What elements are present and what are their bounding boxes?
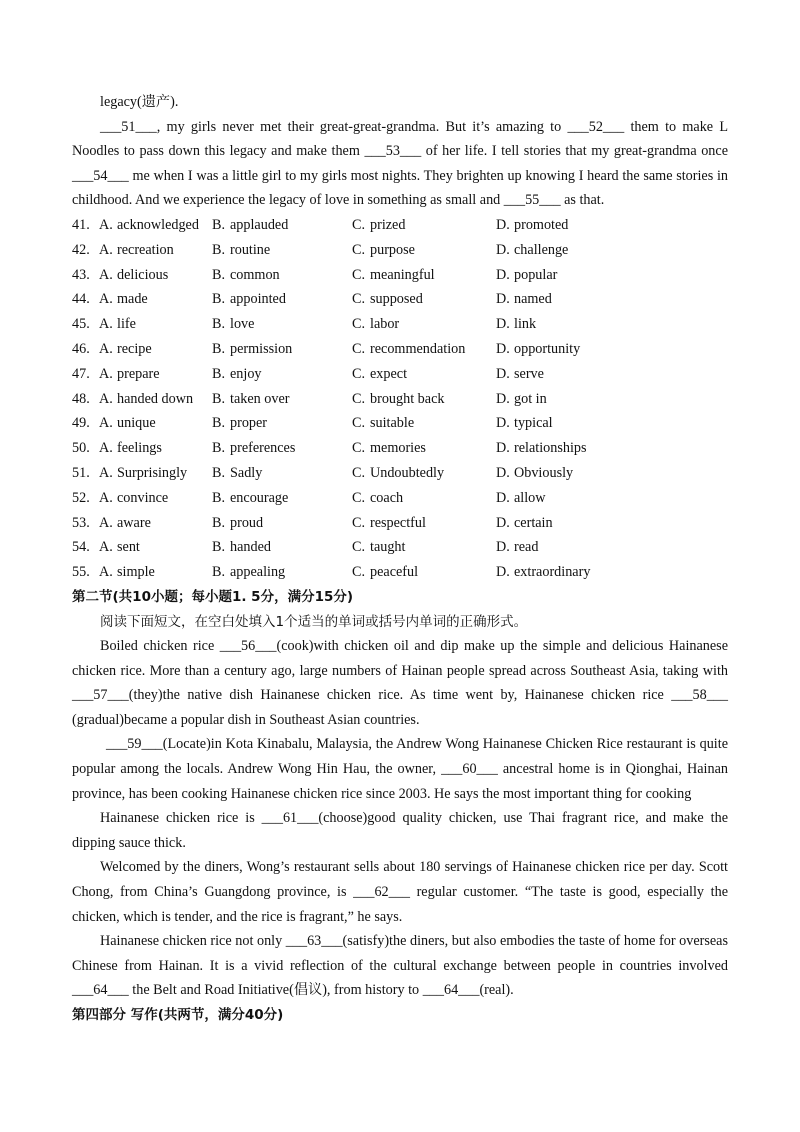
option-b <box>212 535 352 560</box>
option-letter: D. <box>496 564 510 581</box>
question-number: 47. <box>72 365 90 382</box>
option-letter: D. <box>496 217 510 234</box>
option-text: extraordinary <box>514 564 591 581</box>
option-text: supposed <box>370 291 423 308</box>
question-number: 53. <box>72 514 90 531</box>
option-text: unique <box>117 415 156 432</box>
option-row <box>72 312 728 337</box>
option-text: recreation <box>117 241 174 258</box>
question-number: 46. <box>72 341 90 358</box>
option-b <box>212 511 352 536</box>
option-text: challenge <box>514 241 569 258</box>
option-text: delicious <box>117 266 169 283</box>
option-row <box>72 511 728 536</box>
option-letter: D. <box>496 341 510 358</box>
option-letter: A. <box>99 415 113 432</box>
option-text: Obviously <box>514 465 574 482</box>
option-letter: A. <box>99 341 113 358</box>
option-text: serve <box>514 365 544 382</box>
option-letter: B. <box>212 440 226 457</box>
option-text: routine <box>230 241 271 258</box>
option-c <box>352 461 496 486</box>
option-letter: B. <box>212 365 226 382</box>
option-text: relationships <box>514 440 587 457</box>
option-c <box>352 337 496 362</box>
option-row <box>72 263 728 288</box>
question-number: 52. <box>72 489 90 506</box>
section2-paragraph-4: Welcomed by the diners, Wong’s restaurant sells about 180 servings of Hainanese chicken rice per day. Scott Chong, from China’s Guangdong province, is ___62___ regular customer. “The taste is good, especially the chicken, which is tender, and the rice is fragrant,” he says. <box>72 859 728 925</box>
question-number: 42. <box>72 241 90 258</box>
option-c <box>352 560 496 585</box>
option-b <box>212 436 352 461</box>
option-text: recipe <box>117 341 152 358</box>
option-row <box>72 213 728 238</box>
question-number: 55. <box>72 564 90 581</box>
option-row <box>72 362 728 387</box>
option-letter: A. <box>99 489 113 506</box>
option-text: certain <box>514 514 553 531</box>
option-text: enjoy <box>230 365 262 382</box>
option-text: respectful <box>370 514 426 531</box>
option-letter: C. <box>352 390 366 407</box>
option-b <box>212 263 352 288</box>
option-text: proper <box>230 415 268 432</box>
option-letter: C. <box>352 316 366 333</box>
option-text: got in <box>514 390 547 407</box>
option-a <box>72 535 212 560</box>
option-letter: A. <box>99 365 113 382</box>
option-letter: A. <box>99 241 113 258</box>
option-a <box>72 486 212 511</box>
option-row <box>72 436 728 461</box>
option-text: encourage <box>230 489 289 506</box>
section4-heading: 第四部分 写作(共两节，满分40分) <box>72 1007 284 1024</box>
option-text: love <box>230 316 255 333</box>
option-d <box>496 436 728 461</box>
option-c <box>352 238 496 263</box>
option-text: taught <box>370 539 406 556</box>
option-d <box>496 387 728 412</box>
section2-heading: 第二节(共10小题；每小题1. 5分，满分15分) <box>72 588 354 605</box>
option-letter: A. <box>99 564 113 581</box>
option-letter: C. <box>352 365 366 382</box>
option-d <box>496 461 728 486</box>
option-row <box>72 560 728 585</box>
option-b <box>212 362 352 387</box>
option-c <box>352 436 496 461</box>
question-number: 48. <box>72 390 90 407</box>
option-text: read <box>514 539 539 556</box>
option-letter: D. <box>496 390 510 407</box>
question-number: 41. <box>72 217 90 234</box>
option-text: convince <box>117 489 169 506</box>
option-d <box>496 560 728 585</box>
option-d <box>496 213 728 238</box>
option-text: coach <box>370 489 404 506</box>
option-a <box>72 337 212 362</box>
option-letter: A. <box>99 514 113 531</box>
option-text: purpose <box>370 241 415 258</box>
option-a <box>72 436 212 461</box>
option-letter: C. <box>352 291 366 308</box>
option-a <box>72 213 212 238</box>
section2-instruction: 阅读下面短文，在空白处填入1个适当的单词或括号内单词的正确形式。 <box>100 613 528 630</box>
option-letter: C. <box>352 465 366 482</box>
option-b <box>212 238 352 263</box>
option-c <box>352 263 496 288</box>
question-number: 49. <box>72 415 90 432</box>
option-letter: B. <box>212 564 226 581</box>
option-text: expect <box>370 365 408 382</box>
option-c <box>352 535 496 560</box>
option-text: labor <box>370 316 400 333</box>
option-d <box>496 362 728 387</box>
option-letter: C. <box>352 341 366 358</box>
passage-legacy-line: legacy(遗产). <box>100 94 179 110</box>
option-c <box>352 213 496 238</box>
option-text: permission <box>230 341 293 358</box>
option-letter: C. <box>352 514 366 531</box>
option-letter: B. <box>212 266 226 283</box>
option-text: opportunity <box>514 341 581 358</box>
option-letter: C. <box>352 489 366 506</box>
option-d <box>496 411 728 436</box>
option-d <box>496 263 728 288</box>
option-text: prepare <box>117 365 160 382</box>
option-a <box>72 560 212 585</box>
option-b <box>212 461 352 486</box>
section2-paragraph-2: ___59___(Locate)in Kota Kinabalu, Malaysia, the Andrew Wong Hainanese Chicken Rice restaurant is quite popular among the locals. Andrew Wong Hin Hau, the owner, ___60___ ancestral home is in Qionghai, Hainan province, has been cooking Hainanese chicken rice since 2003. He says the most important thing for cooking <box>72 736 728 802</box>
option-letter: C. <box>352 217 366 234</box>
option-a <box>72 362 212 387</box>
option-a <box>72 238 212 263</box>
option-c <box>352 312 496 337</box>
option-letter: C. <box>352 241 366 258</box>
option-d <box>496 535 728 560</box>
option-c <box>352 511 496 536</box>
option-text: made <box>117 291 148 308</box>
option-letter: A. <box>99 390 113 407</box>
option-letter: A. <box>99 291 113 308</box>
option-c <box>352 362 496 387</box>
option-b <box>212 560 352 585</box>
section2-paragraph-3: Hainanese chicken rice is ___61___(choose)good quality chicken, use Thai fragrant rice, and make the dipping sauce thick. <box>72 810 728 851</box>
option-text: acknowledged <box>117 217 199 234</box>
option-a <box>72 312 212 337</box>
option-row <box>72 486 728 511</box>
option-b <box>212 312 352 337</box>
option-row <box>72 411 728 436</box>
option-text: handed <box>230 539 271 556</box>
option-letter: A. <box>99 217 113 234</box>
option-letter: B. <box>212 316 226 333</box>
option-text: allow <box>514 489 546 506</box>
option-text: appointed <box>230 291 286 308</box>
question-number: 54. <box>72 539 90 556</box>
option-d <box>496 238 728 263</box>
option-text: Sadly <box>230 465 263 482</box>
option-a <box>72 461 212 486</box>
option-d <box>496 312 728 337</box>
option-d <box>496 287 728 312</box>
option-text: simple <box>117 564 155 581</box>
option-d <box>496 337 728 362</box>
option-letter: D. <box>496 291 510 308</box>
option-c <box>352 287 496 312</box>
option-text: typical <box>514 415 553 432</box>
option-letter: D. <box>496 266 510 283</box>
option-letter: C. <box>352 415 366 432</box>
option-row <box>72 535 728 560</box>
question-number: 50. <box>72 440 90 457</box>
option-b <box>212 287 352 312</box>
option-b <box>212 337 352 362</box>
option-letter: B. <box>212 415 226 432</box>
option-letter: B. <box>212 465 226 482</box>
option-letter: B. <box>212 390 226 407</box>
option-text: Surprisingly <box>117 465 188 482</box>
option-text: peaceful <box>370 564 419 581</box>
option-text: preferences <box>230 440 296 457</box>
option-text: common <box>230 266 280 283</box>
option-letter: C. <box>352 539 366 556</box>
option-letter: B. <box>212 241 226 258</box>
option-text: brought back <box>370 390 445 407</box>
option-c <box>352 486 496 511</box>
option-letter: A. <box>99 465 113 482</box>
option-letter: A. <box>99 266 113 283</box>
option-letter: D. <box>496 241 510 258</box>
option-b <box>212 486 352 511</box>
option-letter: B. <box>212 341 226 358</box>
option-text: life <box>117 316 136 333</box>
option-text: taken over <box>230 390 290 407</box>
option-text: meaningful <box>370 266 435 283</box>
question-number: 45. <box>72 316 90 333</box>
option-text: applauded <box>230 217 289 234</box>
option-row <box>72 287 728 312</box>
option-letter: D. <box>496 365 510 382</box>
option-a <box>72 287 212 312</box>
option-letter: C. <box>352 266 366 283</box>
option-letter: D. <box>496 489 510 506</box>
option-text: prized <box>370 217 406 234</box>
option-text: memories <box>370 440 426 457</box>
option-c <box>352 387 496 412</box>
option-letter: A. <box>99 539 113 556</box>
option-letter: B. <box>212 291 226 308</box>
option-letter: D. <box>496 465 510 482</box>
question-number: 51. <box>72 465 90 482</box>
option-row <box>72 461 728 486</box>
option-a <box>72 511 212 536</box>
question-number: 43. <box>72 266 90 283</box>
option-letter: D. <box>496 514 510 531</box>
document-page <box>72 90 728 1028</box>
option-d <box>496 511 728 536</box>
option-text: promoted <box>514 217 569 234</box>
option-letter: B. <box>212 489 226 506</box>
option-letter: D. <box>496 539 510 556</box>
option-letter: D. <box>496 415 510 432</box>
option-d <box>496 486 728 511</box>
option-text: appealing <box>230 564 286 581</box>
option-letter: B. <box>212 217 226 234</box>
option-letter: D. <box>496 316 510 333</box>
option-b <box>212 411 352 436</box>
option-row <box>72 387 728 412</box>
option-letter: B. <box>212 539 226 556</box>
option-text: named <box>514 291 552 308</box>
option-row <box>72 337 728 362</box>
option-letter: A. <box>99 440 113 457</box>
option-letter: D. <box>496 440 510 457</box>
option-letter: B. <box>212 514 226 531</box>
options-table <box>72 213 728 585</box>
option-text: Undoubtedly <box>370 465 445 482</box>
option-b <box>212 387 352 412</box>
option-text: aware <box>117 514 151 531</box>
question-number: 44. <box>72 291 90 308</box>
option-c <box>352 411 496 436</box>
option-text: suitable <box>370 415 415 432</box>
option-text: proud <box>230 514 264 531</box>
section2-paragraph-5: Hainanese chicken rice not only ___63___(satisfy)the diners, but also embodies the taste of home for overseas Chinese from Hainan. It is a vivid reflection of the cultural exchange between people in countries involved ___64___ the Belt and Road Initiative(倡议), from history to ___64___(real). <box>72 933 728 999</box>
option-letter: A. <box>99 316 113 333</box>
passage-paragraph: ___51___, my girls never met their great-great-grandma. But it’s amazing to ___52___ them to make L Noodles to pass down this legacy and make them ___53___ of her life. I tell stories that my great-grandma once ___54___ me when I was a little girl to my girls most nights. They brighten up knowing I heard the same stories in childhood. And we experience the legacy of love in something as small and ___55___ as that. <box>72 118 728 209</box>
option-text: feelings <box>117 440 162 457</box>
option-text: sent <box>117 539 140 556</box>
option-text: popular <box>514 266 558 283</box>
option-text: handed down <box>117 390 194 407</box>
option-b <box>212 213 352 238</box>
option-row <box>72 238 728 263</box>
option-letter: C. <box>352 440 366 457</box>
option-a <box>72 387 212 412</box>
option-a <box>72 263 212 288</box>
section2-paragraph-1: Boiled chicken rice ___56___(cook)with chicken oil and dip make up the simple and delicious Hainanese chicken rice. More than a century ago, large numbers of Hainan people spread across Southeast Asia, taking with ___57___(they)the native dish Hainanese chicken rice. As time went by, Hainanese chicken rice ___58___ (gradual)became a popular dish in Southeast Asian countries. <box>72 638 728 728</box>
option-a <box>72 411 212 436</box>
option-text: link <box>514 316 537 333</box>
option-text: recommendation <box>370 341 466 358</box>
option-letter: C. <box>352 564 366 581</box>
